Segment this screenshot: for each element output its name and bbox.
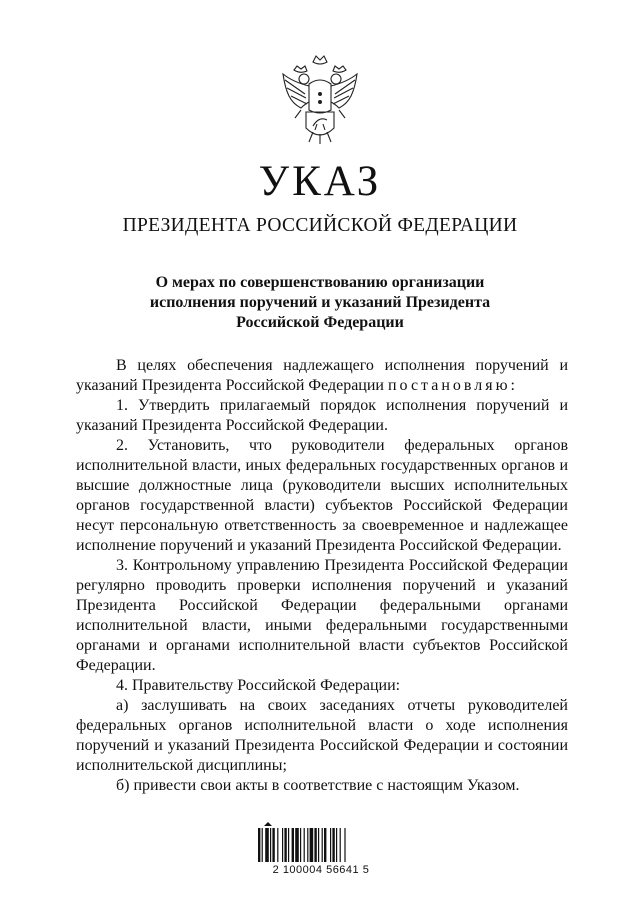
decree-heading [0, 273, 640, 333]
decree-item: 1. Утвердить прилагаемый порядок исполнения поручений и указаний Президента Российской Федерации. [76, 397, 568, 434]
heading-line: Российской Федерации [236, 314, 404, 331]
decree-word: постановляю: [387, 377, 518, 394]
decree-item: 4. Правительству Российской Федерации: [116, 677, 401, 694]
decree-body [76, 356, 568, 796]
heading-line: О мерах по совершенствованию организации [155, 274, 485, 291]
decree-subitem: б) привести свои акты в соответствие с настоящим Указом. [116, 777, 520, 794]
intro-paragraph [76, 356, 568, 396]
intro-text: В целях обеспечения надлежащего исполнения поручений и указаний Президента Российской Федерации [76, 357, 568, 394]
barcode-number: 2 100004 56641 5 [272, 864, 370, 876]
decree-item: 3. Контрольному управлению Президента Российской Федерации регулярно проводить проверки исполнения поручений и указаний Президента Российской Федерации федеральными органами исполнительной власти, иными федеральными государственными органами и органами исполнительной власти субъектов Российской Федерации. [76, 557, 568, 674]
state-emblem-icon [279, 54, 361, 146]
document-subtitle: ПРЕЗИДЕНТА РОССИЙСКОЙ ФЕДЕРАЦИИ [122, 215, 518, 236]
document-title: УКАЗ [258, 158, 382, 205]
decree-item: 2. Установить, что руководители федеральных органов исполнительной власти, иных федеральных государственных органов и высшие должностные лица (руководители высших исполнительных органов государственной власти) субъектов Российской Федерации несут персональную ответственность за своевременное и надлежащее исполнение поручений и указаний Президента Российской Федерации. [76, 437, 568, 554]
heading-line: исполнения поручений и указаний Президента [149, 294, 491, 311]
decree-subitem: а) заслушивать на своих заседаниях отчеты руководителей федеральных органов исполнительной власти о ходе исполнения поручений и указаний Президента Российской Федерации и состоянии исполнительской дисциплины; [76, 697, 568, 774]
